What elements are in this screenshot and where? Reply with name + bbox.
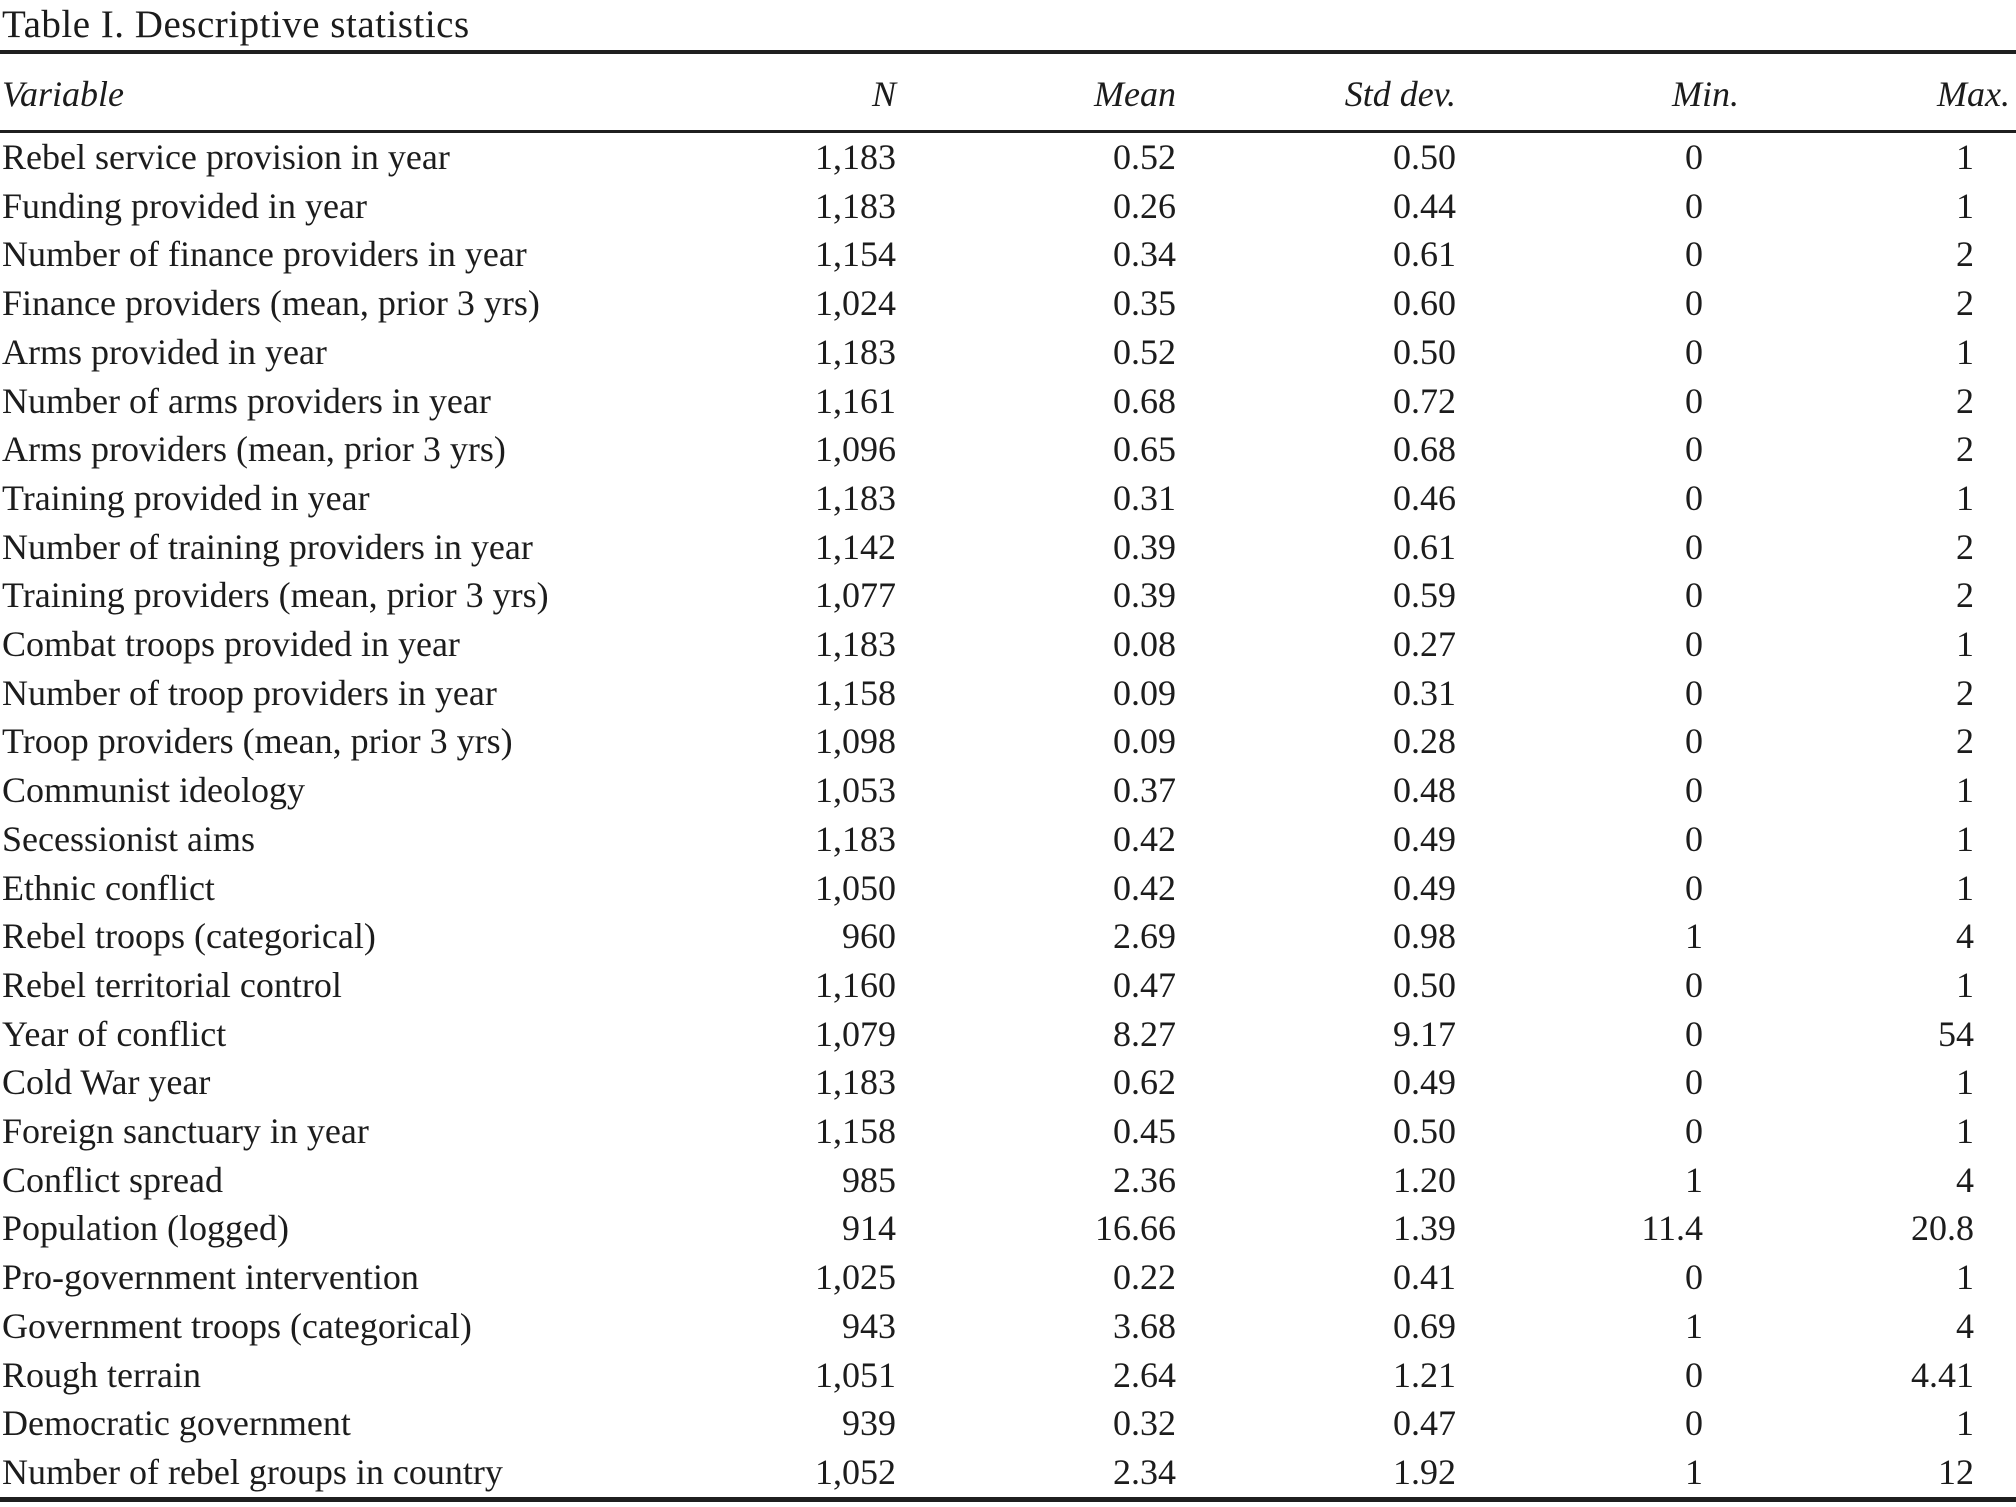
value-cell: 1,183 [815, 477, 896, 518]
column-header-max: Max. [1937, 74, 2010, 114]
variable-cell: Number of rebel groups in country [2, 1451, 503, 1492]
table-row [0, 1058, 2016, 1107]
value-cell: 1,077 [815, 575, 896, 616]
value-cell: 943 [842, 1305, 896, 1346]
variable-cell: Government troops (categorical) [2, 1305, 472, 1346]
value-cell: 1,096 [815, 429, 896, 470]
value-cell: 0.61 [1393, 234, 1456, 275]
table-body [0, 132, 2016, 1500]
value-cell: 0 [1685, 818, 1703, 859]
value-cell: 1 [1685, 1451, 1703, 1492]
variable-cell: Population (logged) [2, 1208, 289, 1249]
value-cell: 0.32 [1113, 1403, 1176, 1444]
table-row [0, 474, 2016, 523]
table-row [0, 620, 2016, 669]
value-cell: 1,183 [815, 624, 896, 665]
table-row [0, 377, 2016, 426]
variable-cell: Foreign sanctuary in year [2, 1111, 369, 1152]
value-cell: 2.69 [1113, 916, 1176, 957]
variable-cell: Finance providers (mean, prior 3 yrs) [2, 283, 540, 324]
table-row [0, 328, 2016, 377]
table-row [0, 132, 2016, 182]
value-cell: 2 [1956, 283, 1974, 324]
value-cell: 0.49 [1393, 1062, 1456, 1103]
table-header [0, 52, 2016, 132]
value-cell: 16.66 [1095, 1208, 1176, 1249]
value-cell: 1 [1956, 1111, 1974, 1152]
table-row [0, 669, 2016, 718]
value-cell: 1 [1956, 331, 1974, 372]
variable-cell: Rebel troops (categorical) [2, 916, 376, 957]
value-cell: 0 [1685, 1062, 1703, 1103]
column-header-variable: Variable [2, 74, 124, 114]
value-cell: 1.92 [1393, 1451, 1456, 1492]
value-cell: 1 [1956, 818, 1974, 859]
value-cell: 0 [1685, 1354, 1703, 1395]
table-row [0, 1010, 2016, 1059]
value-cell: 0.47 [1113, 964, 1176, 1005]
value-cell: 1,183 [815, 331, 896, 372]
table-row [0, 1302, 2016, 1351]
column-header-std-dev: Std dev. [1344, 74, 1456, 114]
value-cell: 0 [1685, 283, 1703, 324]
value-cell: 0.08 [1113, 624, 1176, 665]
value-cell: 0.52 [1113, 331, 1176, 372]
value-cell: 0 [1685, 770, 1703, 811]
value-cell: 1 [1956, 137, 1974, 177]
value-cell: 2 [1956, 721, 1974, 762]
value-cell: 0.27 [1393, 624, 1456, 665]
value-cell: 0.09 [1113, 721, 1176, 762]
value-cell: 0.69 [1393, 1305, 1456, 1346]
value-cell: 1,161 [815, 380, 896, 421]
value-cell: 0.49 [1393, 867, 1456, 908]
value-cell: 1,098 [815, 721, 896, 762]
value-cell: 1 [1685, 1305, 1703, 1346]
variable-cell: Pro-government intervention [2, 1257, 419, 1298]
value-cell: 0.50 [1393, 331, 1456, 372]
value-cell: 11.4 [1641, 1208, 1703, 1249]
value-cell: 0.68 [1113, 380, 1176, 421]
variable-cell: Number of troop providers in year [2, 672, 497, 713]
value-cell: 0.65 [1113, 429, 1176, 470]
value-cell: 0 [1685, 526, 1703, 567]
value-cell: 0.35 [1113, 283, 1176, 324]
value-cell: 1,183 [815, 1062, 896, 1103]
value-cell: 4 [1956, 1159, 1974, 1200]
value-cell: 1,051 [815, 1354, 896, 1395]
value-cell: 2 [1956, 380, 1974, 421]
value-cell: 8.27 [1113, 1013, 1176, 1054]
value-cell: 2.36 [1113, 1159, 1176, 1200]
value-cell: 2 [1956, 575, 1974, 616]
variable-cell: Rebel territorial control [2, 964, 342, 1005]
value-cell: 0 [1685, 721, 1703, 762]
column-header-mean: Mean [1094, 74, 1176, 114]
value-cell: 0.50 [1393, 964, 1456, 1005]
value-cell: 54 [1938, 1013, 1974, 1054]
column-header-n: N [871, 74, 896, 114]
value-cell: 0 [1685, 380, 1703, 421]
value-cell: 2 [1956, 429, 1974, 470]
variable-cell: Number of finance providers in year [2, 234, 527, 275]
value-cell: 4.41 [1911, 1354, 1974, 1395]
value-cell: 0.98 [1393, 916, 1456, 957]
value-cell: 1 [1685, 916, 1703, 957]
value-cell: 0.47 [1393, 1403, 1456, 1444]
value-cell: 1 [1956, 477, 1974, 518]
variable-cell: Number of training providers in year [2, 526, 533, 567]
value-cell: 1,024 [815, 283, 896, 324]
value-cell: 1 [1685, 1159, 1703, 1200]
table-row [0, 182, 2016, 231]
value-cell: 0 [1685, 137, 1703, 177]
value-cell: 0 [1685, 185, 1703, 226]
value-cell: 2.64 [1113, 1354, 1176, 1395]
table-row [0, 1448, 2016, 1499]
value-cell: 1 [1956, 185, 1974, 226]
value-cell: 1,154 [815, 234, 896, 275]
value-cell: 1 [1956, 964, 1974, 1005]
value-cell: 0 [1685, 234, 1703, 275]
value-cell: 0.22 [1113, 1257, 1176, 1298]
value-cell: 985 [842, 1159, 896, 1200]
table-row [0, 1107, 2016, 1156]
table-row [0, 571, 2016, 620]
value-cell: 0.52 [1113, 137, 1176, 177]
value-cell: 12 [1938, 1451, 1974, 1492]
value-cell: 1 [1956, 867, 1974, 908]
value-cell: 1.39 [1393, 1208, 1456, 1249]
value-cell: 0.59 [1393, 575, 1456, 616]
value-cell: 0.62 [1113, 1062, 1176, 1103]
value-cell: 1 [1956, 1257, 1974, 1298]
value-cell: 0.28 [1393, 721, 1456, 762]
value-cell: 1,183 [815, 137, 896, 177]
value-cell: 0 [1685, 575, 1703, 616]
value-cell: 1,183 [815, 818, 896, 859]
value-cell: 1 [1956, 770, 1974, 811]
value-cell: 2 [1956, 672, 1974, 713]
value-cell: 1.21 [1393, 1354, 1456, 1395]
variable-cell: Number of arms providers in year [2, 380, 491, 421]
value-cell: 1,158 [815, 1111, 896, 1152]
variable-cell: Secessionist aims [2, 818, 255, 859]
value-cell: 0.60 [1393, 283, 1456, 324]
value-cell: 1,052 [815, 1451, 896, 1492]
value-cell: 0.37 [1113, 770, 1176, 811]
variable-cell: Troop providers (mean, prior 3 yrs) [2, 721, 513, 762]
value-cell: 0 [1685, 429, 1703, 470]
value-cell: 0.26 [1113, 185, 1176, 226]
table-row [0, 425, 2016, 474]
value-cell: 0 [1685, 867, 1703, 908]
value-cell: 4 [1956, 916, 1974, 957]
value-cell: 1 [1956, 1062, 1974, 1103]
variable-cell: Combat troops provided in year [2, 624, 460, 665]
value-cell: 1.20 [1393, 1159, 1456, 1200]
value-cell: 1,142 [815, 526, 896, 567]
variable-cell: Democratic government [2, 1403, 351, 1444]
value-cell: 3.68 [1113, 1305, 1176, 1346]
value-cell: 1 [1956, 1403, 1974, 1444]
variable-cell: Arms provided in year [2, 331, 327, 372]
value-cell: 9.17 [1393, 1013, 1456, 1054]
table-row [0, 961, 2016, 1010]
value-cell: 1 [1956, 624, 1974, 665]
value-cell: 0.46 [1393, 477, 1456, 518]
value-cell: 0.44 [1393, 185, 1456, 226]
value-cell: 0.09 [1113, 672, 1176, 713]
descriptive-statistics-table [0, 50, 2016, 1502]
value-cell: 960 [842, 916, 896, 957]
value-cell: 1,183 [815, 185, 896, 226]
table-row [0, 230, 2016, 279]
value-cell: 0.45 [1113, 1111, 1176, 1152]
value-cell: 0.72 [1393, 380, 1456, 421]
value-cell: 2 [1956, 234, 1974, 275]
value-cell: 0 [1685, 964, 1703, 1005]
table-row [0, 864, 2016, 913]
variable-cell: Training providers (mean, prior 3 yrs) [2, 575, 549, 616]
value-cell: 20.8 [1911, 1208, 1974, 1249]
variable-cell: Arms providers (mean, prior 3 yrs) [2, 429, 506, 470]
value-cell: 0.34 [1113, 234, 1176, 275]
value-cell: 1,079 [815, 1013, 896, 1054]
value-cell: 0.61 [1393, 526, 1456, 567]
table-row [0, 1351, 2016, 1400]
value-cell: 0 [1685, 1403, 1703, 1444]
variable-cell: Rebel service provision in year [2, 137, 450, 177]
value-cell: 2.34 [1113, 1451, 1176, 1492]
variable-cell: Cold War year [2, 1062, 211, 1103]
table-row [0, 279, 2016, 328]
value-cell: 2 [1956, 526, 1974, 567]
variable-cell: Year of conflict [2, 1013, 227, 1054]
variable-cell: Funding provided in year [2, 185, 367, 226]
value-cell: 0.39 [1113, 526, 1176, 567]
value-cell: 1,158 [815, 672, 896, 713]
value-cell: 0 [1685, 1013, 1703, 1054]
value-cell: 0 [1685, 624, 1703, 665]
value-cell: 0.42 [1113, 818, 1176, 859]
value-cell: 0.39 [1113, 575, 1176, 616]
value-cell: 0.68 [1393, 429, 1456, 470]
header-row [0, 52, 2016, 132]
value-cell: 0.49 [1393, 818, 1456, 859]
table-row [0, 523, 2016, 572]
table-row [0, 1204, 2016, 1253]
variable-cell: Conflict spread [2, 1159, 223, 1200]
value-cell: 4 [1956, 1305, 1974, 1346]
value-cell: 0 [1685, 1111, 1703, 1152]
value-cell: 0.31 [1113, 477, 1176, 518]
value-cell: 1,053 [815, 770, 896, 811]
table-row [0, 815, 2016, 864]
table-row [0, 766, 2016, 815]
variable-cell: Communist ideology [2, 770, 306, 811]
variable-cell: Rough terrain [2, 1354, 201, 1395]
table-row [0, 717, 2016, 766]
value-cell: 0 [1685, 477, 1703, 518]
variable-cell: Ethnic conflict [2, 867, 215, 908]
value-cell: 0.50 [1393, 1111, 1456, 1152]
value-cell: 0.48 [1393, 770, 1456, 811]
column-header-min: Min. [1672, 74, 1739, 114]
table-row [0, 1156, 2016, 1205]
value-cell: 0.42 [1113, 867, 1176, 908]
value-cell: 0.31 [1393, 672, 1456, 713]
value-cell: 0.41 [1393, 1257, 1456, 1298]
value-cell: 1,025 [815, 1257, 896, 1298]
table-row [0, 912, 2016, 961]
value-cell: 1,160 [815, 964, 896, 1005]
variable-cell: Training provided in year [2, 477, 370, 518]
value-cell: 939 [842, 1403, 896, 1444]
value-cell: 1,050 [815, 867, 896, 908]
value-cell: 0 [1685, 331, 1703, 372]
table-caption: Table I. Descriptive statistics [2, 3, 470, 46]
table-row [0, 1399, 2016, 1448]
value-cell: 0.50 [1393, 137, 1456, 177]
value-cell: 0 [1685, 1257, 1703, 1298]
table-row [0, 1253, 2016, 1302]
value-cell: 0 [1685, 672, 1703, 713]
value-cell: 914 [842, 1208, 896, 1249]
